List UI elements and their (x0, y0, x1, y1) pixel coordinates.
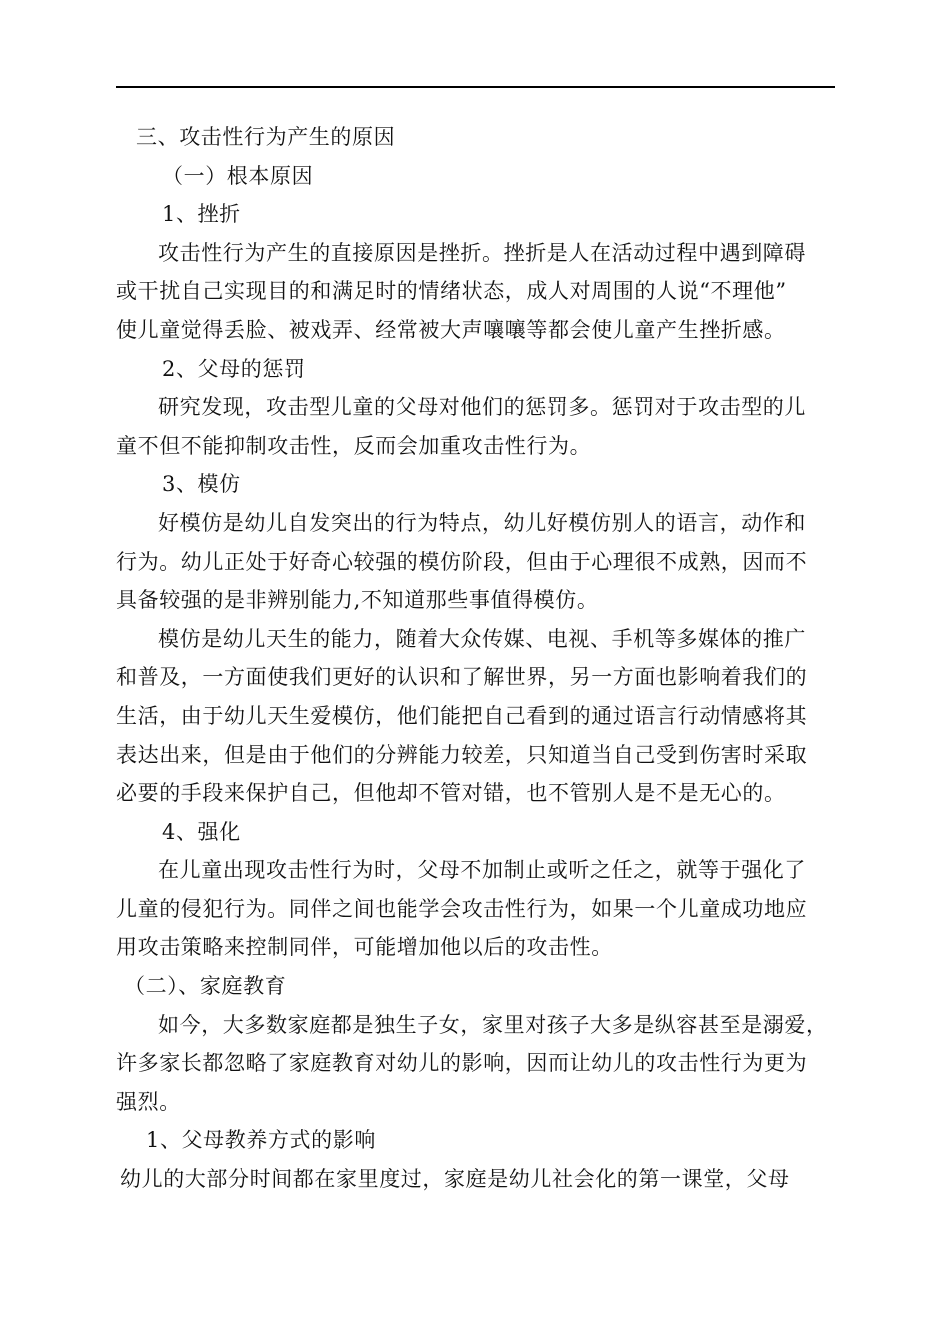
paragraph-line: 生活，由于幼儿天生爱模仿，他们能把自己看到的通过语言行动情感将其 (116, 703, 808, 728)
header-rule (116, 86, 835, 88)
paragraph-line: 和普及，一方面使我们更好的认识和了解世界，另一方面也影响着我们的 (116, 665, 808, 690)
paragraph-line: 研究发现，攻击型儿童的父母对他们的惩罚多。惩罚对于攻击型的儿 (158, 395, 806, 420)
paragraph-line: 必要的手段来保护自己，但他却不管对错，也不管别人是不是无心的。 (116, 781, 786, 806)
item-heading: 1、父母教养方式的影响 (146, 1128, 376, 1153)
paragraph-line: 用攻击策略来控制同伴，可能增加他以后的攻击性。 (116, 935, 613, 960)
paragraph-line: 强烈。 (116, 1089, 181, 1114)
paragraph-line: 如今，大多数家庭都是独生子女，家里对孩子大多是纵容甚至是溺爱， (158, 1012, 828, 1037)
paragraph-line: 童不但不能抑制攻击性，反而会加重攻击性行为。 (116, 433, 592, 458)
document-body (116, 118, 838, 1199)
item-heading: 4、强化 (162, 819, 241, 844)
paragraph-line: 在儿童出现攻击性行为时，父母不加制止或听之任之，就等于强化了 (158, 858, 806, 883)
paragraph-line: 许多家长都忽略了家庭教育对幼儿的影响，因而让幼儿的攻击性行为更为 (116, 1051, 808, 1076)
item-heading: 1、挫折 (162, 202, 241, 227)
item-heading: 2、父母的惩罚 (162, 356, 306, 381)
section-heading: 三、攻击性行为产生的原因 (136, 125, 396, 149)
paragraph-line: 使儿童觉得丢脸、被戏弄、经常被大声嚷嚷等都会使儿童产生挫折感。 (116, 317, 786, 342)
paragraph-line: 幼儿的大部分时间都在家里度过，家庭是幼儿社会化的第一课堂，父母 (120, 1167, 790, 1192)
item-heading: 3、模仿 (162, 472, 241, 497)
subsection-heading: （一）根本原因 (162, 163, 314, 188)
paragraph-line: 具备较强的是非辨别能力,不知道那些事值得模仿。 (116, 588, 599, 613)
paragraph-line: 行为。幼儿正处于好奇心较强的模仿阶段，但由于心理很不成熟，因而不 (116, 549, 808, 574)
subsection-heading: （二）、家庭教育 (124, 974, 287, 999)
paragraph-line: 模仿是幼儿天生的能力，随着大众传媒、电视、手机等多媒体的推广 (158, 626, 806, 651)
paragraph-line: 表达出来，但是由于他们的分辨能力较差，只知道当自己受到伤害时采取 (116, 742, 808, 767)
paragraph-line: 儿童的侵犯行为。同伴之间也能学会攻击性行为，如果一个儿童成功地应 (116, 896, 808, 921)
paragraph-line: 攻击性行为产生的直接原因是挫折。挫折是人在活动过程中遇到障碍 (158, 240, 806, 265)
paragraph-line: 好模仿是幼儿自发突出的行为特点，幼儿好模仿别人的语言，动作和 (158, 510, 806, 535)
paragraph-line: 或干扰自己实现目的和满足时的情绪状态，成人对周围的人说“不理他” (116, 279, 787, 304)
